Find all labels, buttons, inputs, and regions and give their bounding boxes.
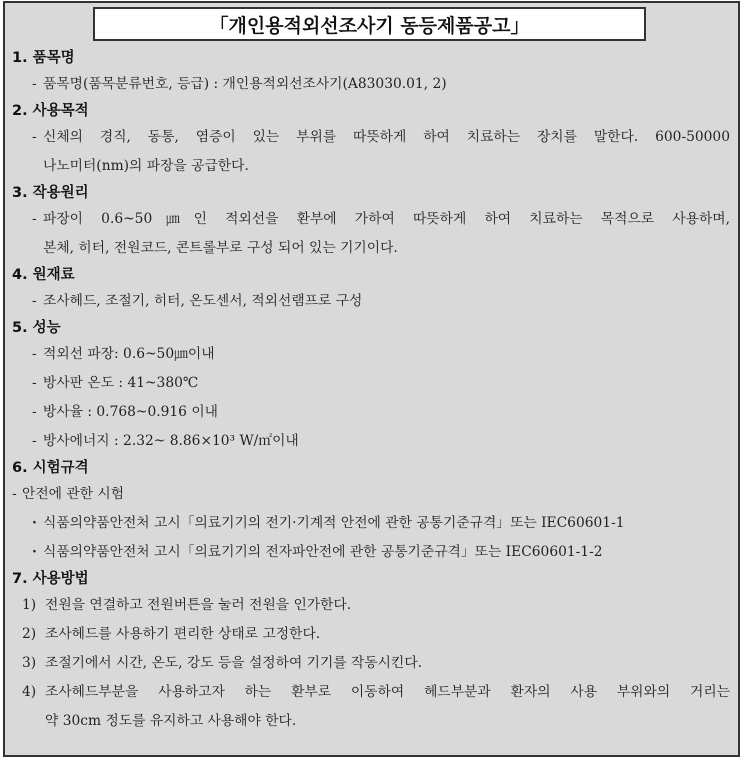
item-text: 식품의약품안전처 고시「의료기기의 전기·기계적 안전에 관한 공통기준규격」또는 IEC60601-1 [43,515,625,531]
section-6 [12,456,730,567]
item-text: - 파장이 0.6~50㎛인 적외선을 환부에 가하여 따뜻하게 하여 치료하는 목적으로 사용하며, [43,211,730,227]
list-item [12,340,730,369]
section-heading: 6. 시험규격 [12,460,89,476]
step-number: 3) [22,655,37,671]
item-text: 방사에너지 : 2.32~ 8.86×10³ W/㎡이내 [43,433,299,449]
item-text: 조절기에서 시간, 온도, 강도 등을 설정하여 기기를 작동시킨다. [45,655,423,671]
section-heading: 1. 품목명 [12,50,75,66]
numbered-step [12,649,730,678]
item-text: 방사율 : 0.768~0.916 이내 [43,404,218,420]
section-5 [12,316,730,456]
item-text: 식품의약품안전처 고시「의료기기의 전자파안전에 관한 공통기준규격」또는 IEC60601-1-2 [43,544,603,560]
item-text: 적외선 파장: 0.6~50㎛이내 [43,346,215,362]
section-heading: 5. 성능 [12,320,61,336]
list-item [12,707,730,736]
section-heading: 4. 원재료 [12,267,75,283]
list-item [12,70,730,99]
item-text: 나노미터(nm)의 파장을 공급한다. [43,158,249,174]
section-2 [12,99,730,181]
list-item [12,398,730,427]
list-item [12,369,730,398]
sections-container [12,46,730,736]
notice-document [3,1,740,757]
section-heading: 3. 작용원리 [12,185,89,201]
step-number: 2) [22,626,37,642]
item-text: 조사헤드, 조절기, 히터, 온도센서, 적외선램프로 구성 [43,293,363,309]
list-item [12,205,730,234]
list-item [12,152,730,181]
list-item [12,480,730,509]
item-text: 전원을 연결하고 전원버튼을 눌러 전원을 인가한다. [45,597,352,613]
bullet-item [12,538,730,567]
item-text: 품목명(품목분류번호, 등급) : 개인용적외선조사기(A83030.01, 2) [43,76,447,92]
item-text: 본체, 히터, 전원코드, 콘트롤부로 구성 되어 있는 기기이다. [43,240,398,256]
item-text: 조사헤드를 사용하기 편리한 상태로 고정한다. [45,626,321,642]
item-text: 조사헤드부분을 사용하고자 하는 환부로 이동하여 헤드부분과 환자의 사용 부위와의 거리는 [45,684,730,700]
document-title: 「개인용적외선조사기 동등제품공고」 [93,7,646,41]
item-text: 약 30cm 정도를 유지하고 사용해야 한다. [45,713,297,729]
section-heading: 2. 사용목적 [12,103,89,119]
list-item [12,287,730,316]
numbered-step [12,678,730,707]
section-heading: 7. 사용방법 [12,571,89,587]
numbered-step [12,591,730,620]
numbered-step [12,620,730,649]
list-item [12,123,730,152]
section-7 [12,567,730,736]
bullet-item [12,509,730,538]
section-1 [12,46,730,99]
section-3 [12,181,730,263]
item-text: 안전에 관한 시험 [22,486,125,502]
item-text: 방사판 온도 : 41~380℃ [43,375,199,391]
step-number: 4) [22,684,37,700]
item-text: - 신체의 경직, 동통, 염증이 있는 부위를 따뜻하게 하여 치료하는 장치를 말한다. 600-50000 [43,129,730,145]
list-item [12,234,730,263]
section-4 [12,263,730,316]
step-number: 1) [22,597,37,613]
list-item [12,427,730,456]
